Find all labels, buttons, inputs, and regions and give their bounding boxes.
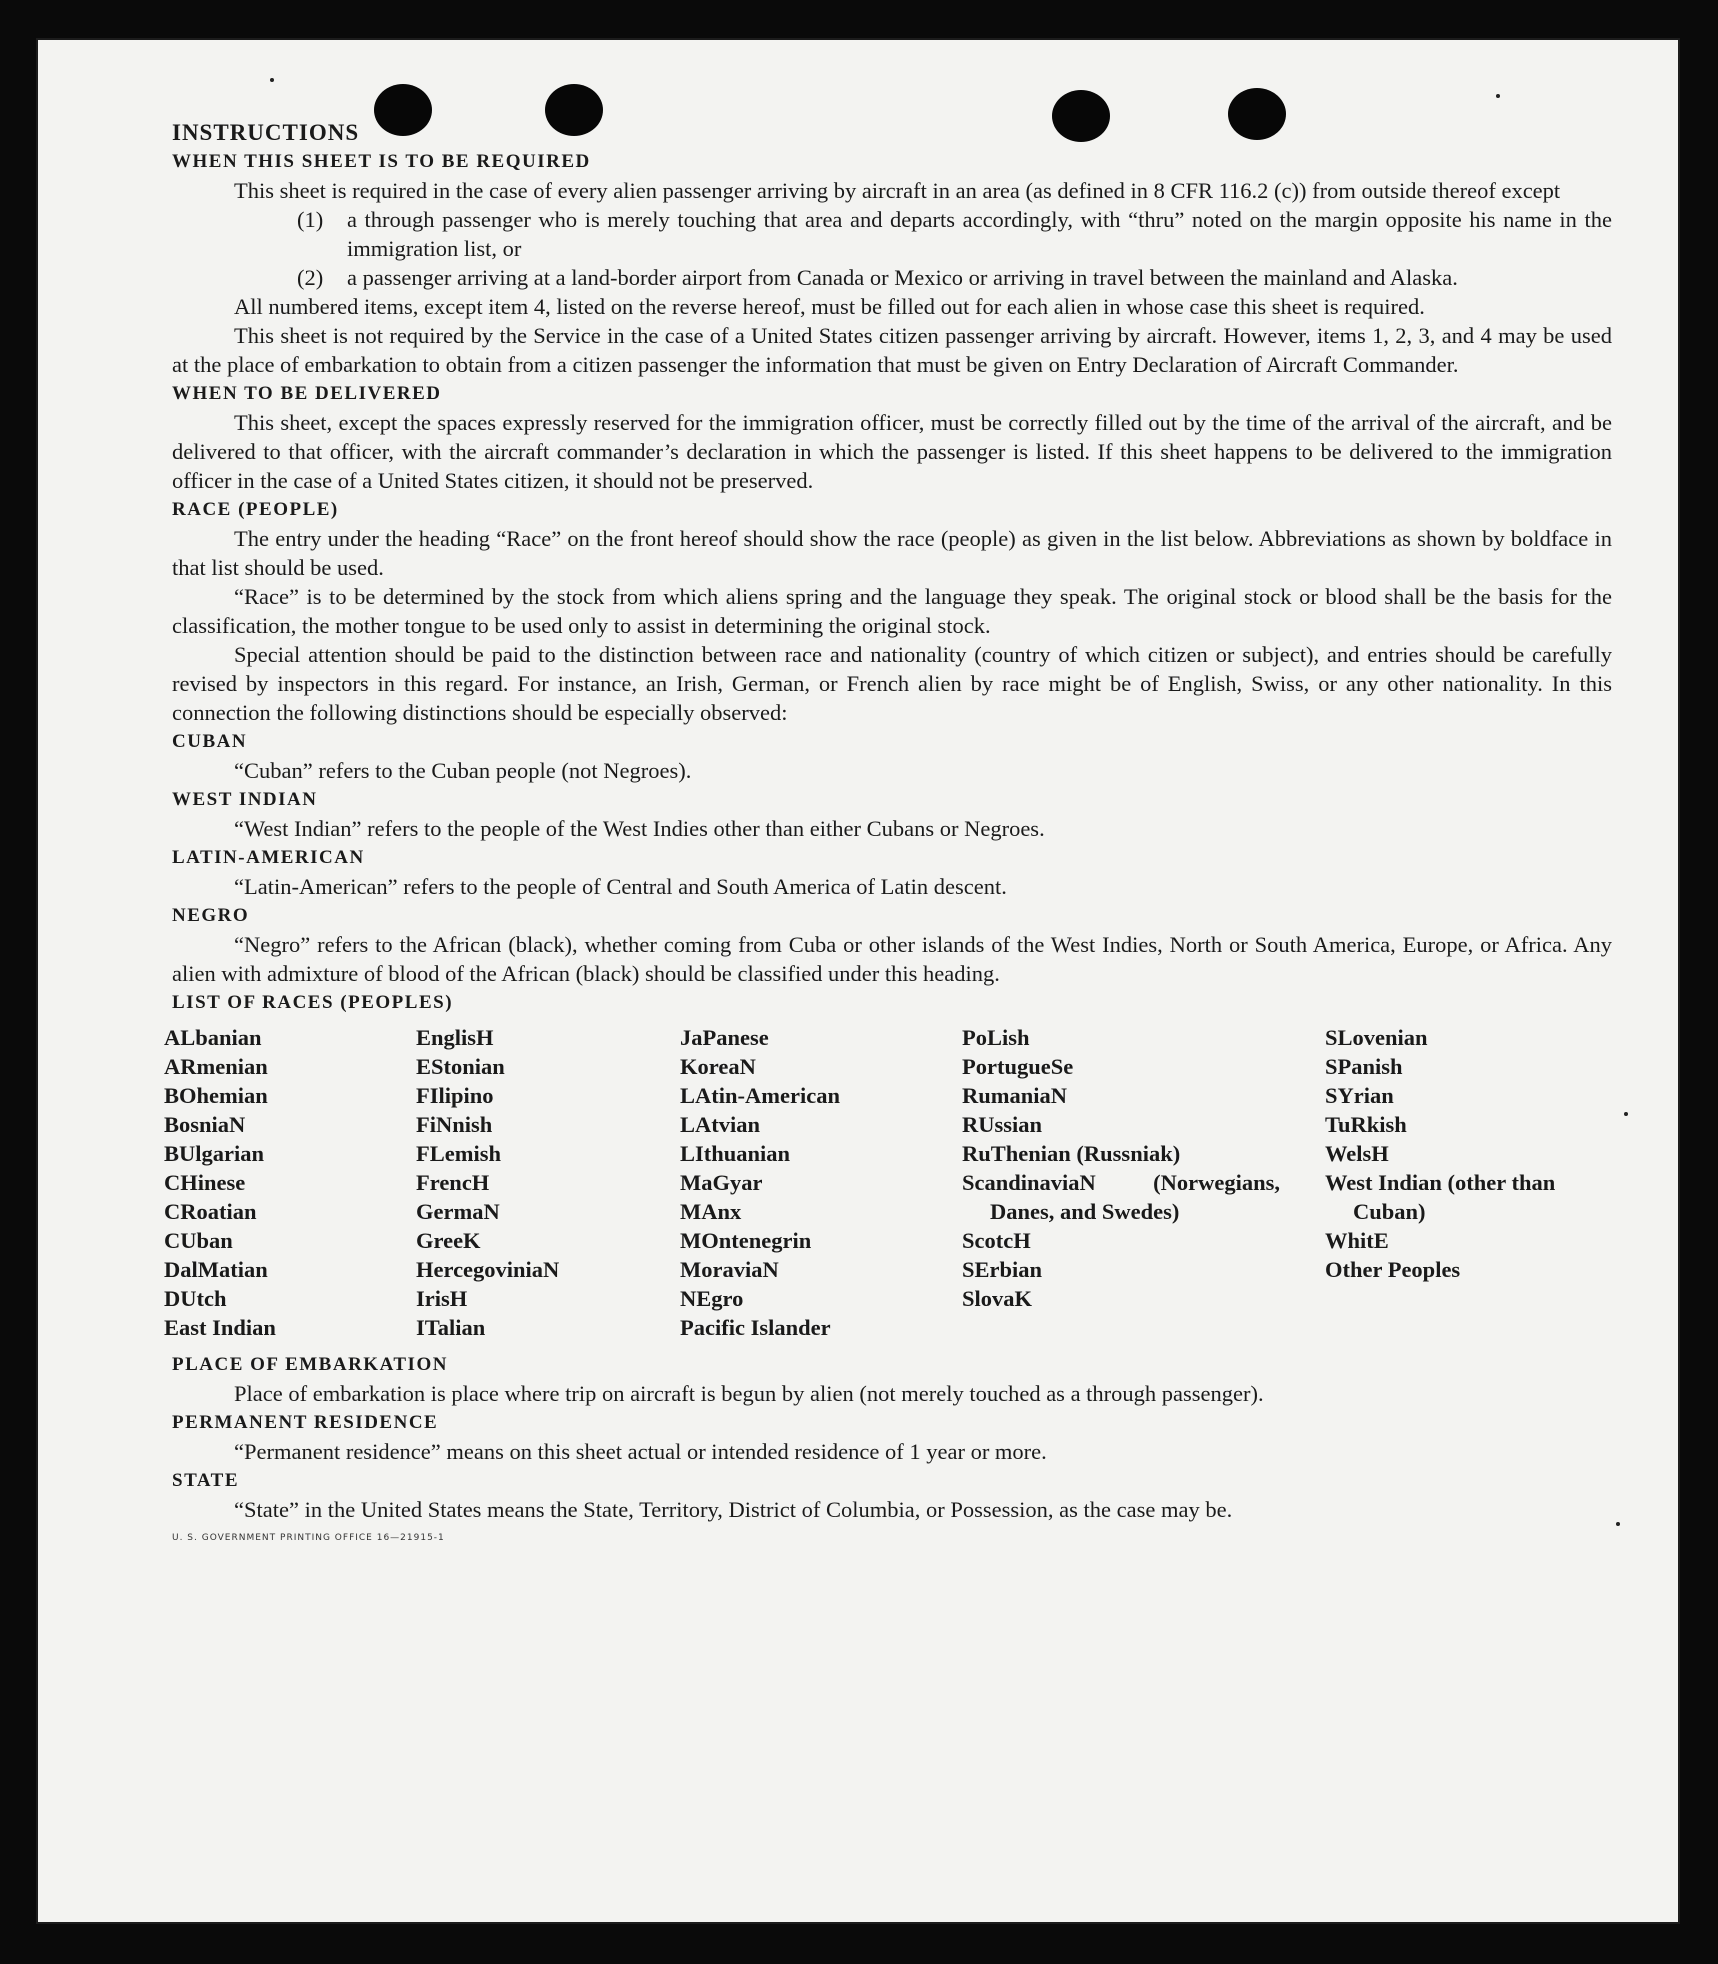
paragraph: All numbered items, except item 4, listed on the reverse hereof, must be filled out for each alien in whose case this sheet is required. [234, 294, 1425, 319]
race-entry: ALbanian [164, 1025, 262, 1050]
races-column-3 [680, 1023, 962, 1342]
race-entry: West Indian (other than Cuban) [1325, 1170, 1556, 1224]
race-entry: ScandinaviaN (Norwegians, Danes, and Swedes) [962, 1170, 1280, 1224]
section-heading-state: STATE [172, 1470, 239, 1491]
section-heading-latin-american: LATIN-AMERICAN [172, 847, 365, 868]
paragraph: “Permanent residence” means on this sheet actual or intended residence of 1 year or more. [234, 1439, 1047, 1464]
race-entry: WhitE [1325, 1228, 1389, 1253]
section-heading-list-of-races: LIST OF RACES (PEOPLES) [172, 992, 454, 1013]
race-entry: DalMatian [164, 1257, 268, 1282]
item-number: (2) [297, 265, 324, 290]
race-entry: LAtvian [680, 1112, 761, 1137]
list-item [297, 263, 1612, 292]
section-heading-negro: NEGRO [172, 905, 250, 926]
race-entry: GermaN [416, 1199, 500, 1224]
race-entry: East Indian [164, 1315, 276, 1340]
race-entry: JaPanese [680, 1025, 769, 1050]
race-entry: HercegoviniaN [416, 1257, 560, 1282]
race-entry: ITalian [416, 1315, 486, 1340]
section-heading-west-indian: WEST INDIAN [172, 789, 318, 810]
race-entry: ScotcH [962, 1228, 1031, 1253]
race-entry: Pacific Islander [680, 1315, 831, 1340]
race-entry: WelsH [1325, 1141, 1389, 1166]
section-heading-cuban: CUBAN [172, 731, 248, 752]
paragraph: “Cuban” refers to the Cuban people (not Negroes). [234, 758, 692, 783]
paragraph: “Race” is to be determined by the stock from which aliens spring and the language they speak. The original stock or blood shall be the basis for the classification, the mother tongue to be used only to assist in determining the original stock. [172, 584, 1612, 638]
section-heading-required: WHEN THIS SHEET IS TO BE REQUIRED [172, 151, 591, 172]
list-item [297, 205, 1612, 263]
races-column-4 [962, 1023, 1325, 1342]
race-entry: TuRkish [1325, 1112, 1407, 1137]
race-entry: IrisH [416, 1286, 468, 1311]
race-entry: RUssian [962, 1112, 1043, 1137]
page-title: INSTRUCTIONS [172, 120, 360, 145]
section-heading-residence: PERMANENT RESIDENCE [172, 1412, 439, 1433]
race-entry: EnglisH [416, 1025, 494, 1050]
race-entry: CHinese [164, 1170, 246, 1195]
race-entry: DUtch [164, 1286, 227, 1311]
paragraph: The entry under the heading “Race” on the front hereof should show the race (people) as given in the list below. Abbreviations as shown by boldface in that list should be used. [172, 526, 1612, 580]
section-heading-race: RACE (PEOPLE) [172, 499, 339, 520]
race-entry: BosniaN [164, 1112, 246, 1137]
section-heading-delivered: WHEN TO BE DELIVERED [172, 383, 442, 404]
item-text: a passenger arriving at a land-border airport from Canada or Mexico or arriving in travel between the mainland and Alaska. [347, 265, 1458, 290]
race-entry: SLovenian [1325, 1025, 1428, 1050]
paragraph: This sheet is required in the case of every alien passenger arriving by aircraft in an area (as defined in 8 CFR 116.2 (c)) from outside thereof except [234, 178, 1561, 203]
paragraph: “West Indian” refers to the people of the West Indies other than either Cubans or Negroes. [234, 816, 1045, 841]
paragraph: “Negro” refers to the African (black), whether coming from Cuba or other islands of the West Indies, North or South America, Europe, or Africa. Any alien with admixture of blood of the African (black) should be classified under this heading. [172, 932, 1612, 986]
race-entry: FrencH [416, 1170, 490, 1195]
race-entry: FiNnish [416, 1112, 493, 1137]
race-entry: SlovaK [962, 1286, 1033, 1311]
race-entry: SYrian [1325, 1083, 1394, 1108]
race-entry: MoraviaN [680, 1257, 779, 1282]
race-entry: ARmenian [164, 1054, 268, 1079]
item-number: (1) [297, 207, 324, 232]
printer-imprint: U. S. GOVERNMENT PRINTING OFFICE 16—21915-1 [172, 1533, 445, 1543]
race-entry: CUban [164, 1228, 233, 1253]
paragraph: “Latin-American” refers to the people of Central and South America of Latin descent. [234, 874, 1007, 899]
race-entry: EStonian [416, 1054, 505, 1079]
race-entry: LAtin-American [680, 1083, 840, 1108]
race-entry: KoreaN [680, 1054, 756, 1079]
instructions-body [164, 118, 1612, 1553]
race-entry: PoLish [962, 1025, 1030, 1050]
race-entry: MaGyar [680, 1170, 763, 1195]
races-column-5 [1325, 1023, 1575, 1342]
race-entry: MOntenegrin [680, 1228, 812, 1253]
race-entry: SPanish [1325, 1054, 1403, 1079]
race-entry: NEgro [680, 1286, 744, 1311]
paragraph: “State” in the United States means the State, Territory, District of Columbia, or Possession, as the case may be. [234, 1497, 1233, 1522]
races-list [164, 1023, 1612, 1342]
race-entry: RumaniaN [962, 1083, 1068, 1108]
race-entry: GreeK [416, 1228, 481, 1253]
races-column-2 [416, 1023, 680, 1342]
race-entry: FIlipino [416, 1083, 494, 1108]
race-entry: BUlgarian [164, 1141, 265, 1166]
race-entry: MAnx [680, 1199, 742, 1224]
speck [270, 78, 274, 82]
speck [1616, 1522, 1620, 1526]
speck [1496, 94, 1500, 98]
races-column-1 [164, 1023, 416, 1342]
speck [1624, 1112, 1628, 1116]
paragraph: This sheet, except the spaces expressly reserved for the immigration officer, must be correctly filled out by the time of the arrival of the aircraft, and be delivered to that officer, with the aircraft commander’s declaration in which the passenger is listed. If this sheet happens to be delivered to the immigration officer in the case of a United States citizen, it should not be preserved. [172, 410, 1612, 493]
item-text: a through passenger who is merely touching that area and departs accordingly, with “thru” noted on the margin opposite his name in the immigration list, or [347, 207, 1612, 261]
race-entry: FLemish [416, 1141, 502, 1166]
race-entry: PortugueSe [962, 1054, 1074, 1079]
race-entry: SErbian [962, 1257, 1043, 1282]
paragraph: This sheet is not required by the Service in the case of a United States citizen passenger arriving by aircraft. However, items 1, 2, 3, and 4 may be used at the place of embarkation to obtain from a citizen passenger the information that must be given on Entry Declaration of Aircraft Commander. [172, 323, 1612, 377]
section-heading-embarkation: PLACE OF EMBARKATION [172, 1354, 448, 1375]
document-sheet [38, 40, 1678, 1922]
race-entry: RuThenian (Russniak) [962, 1141, 1181, 1166]
race-entry: BOhemian [164, 1083, 268, 1108]
race-entry: LIthuanian [680, 1141, 791, 1166]
paragraph: Special attention should be paid to the distinction between race and nationality (country of which citizen or subject), and entries should be carefully revised by inspectors in this regard. For instance, an Irish, German, or French alien by race might be of English, Swiss, or any other nationality. In this connection the following distinctions should be especially observed: [172, 642, 1612, 725]
race-entry: CRoatian [164, 1199, 257, 1224]
race-entry: Other Peoples [1325, 1257, 1461, 1282]
paragraph: Place of embarkation is place where trip on aircraft is begun by alien (not merely touched as a through passenger). [234, 1381, 1264, 1406]
